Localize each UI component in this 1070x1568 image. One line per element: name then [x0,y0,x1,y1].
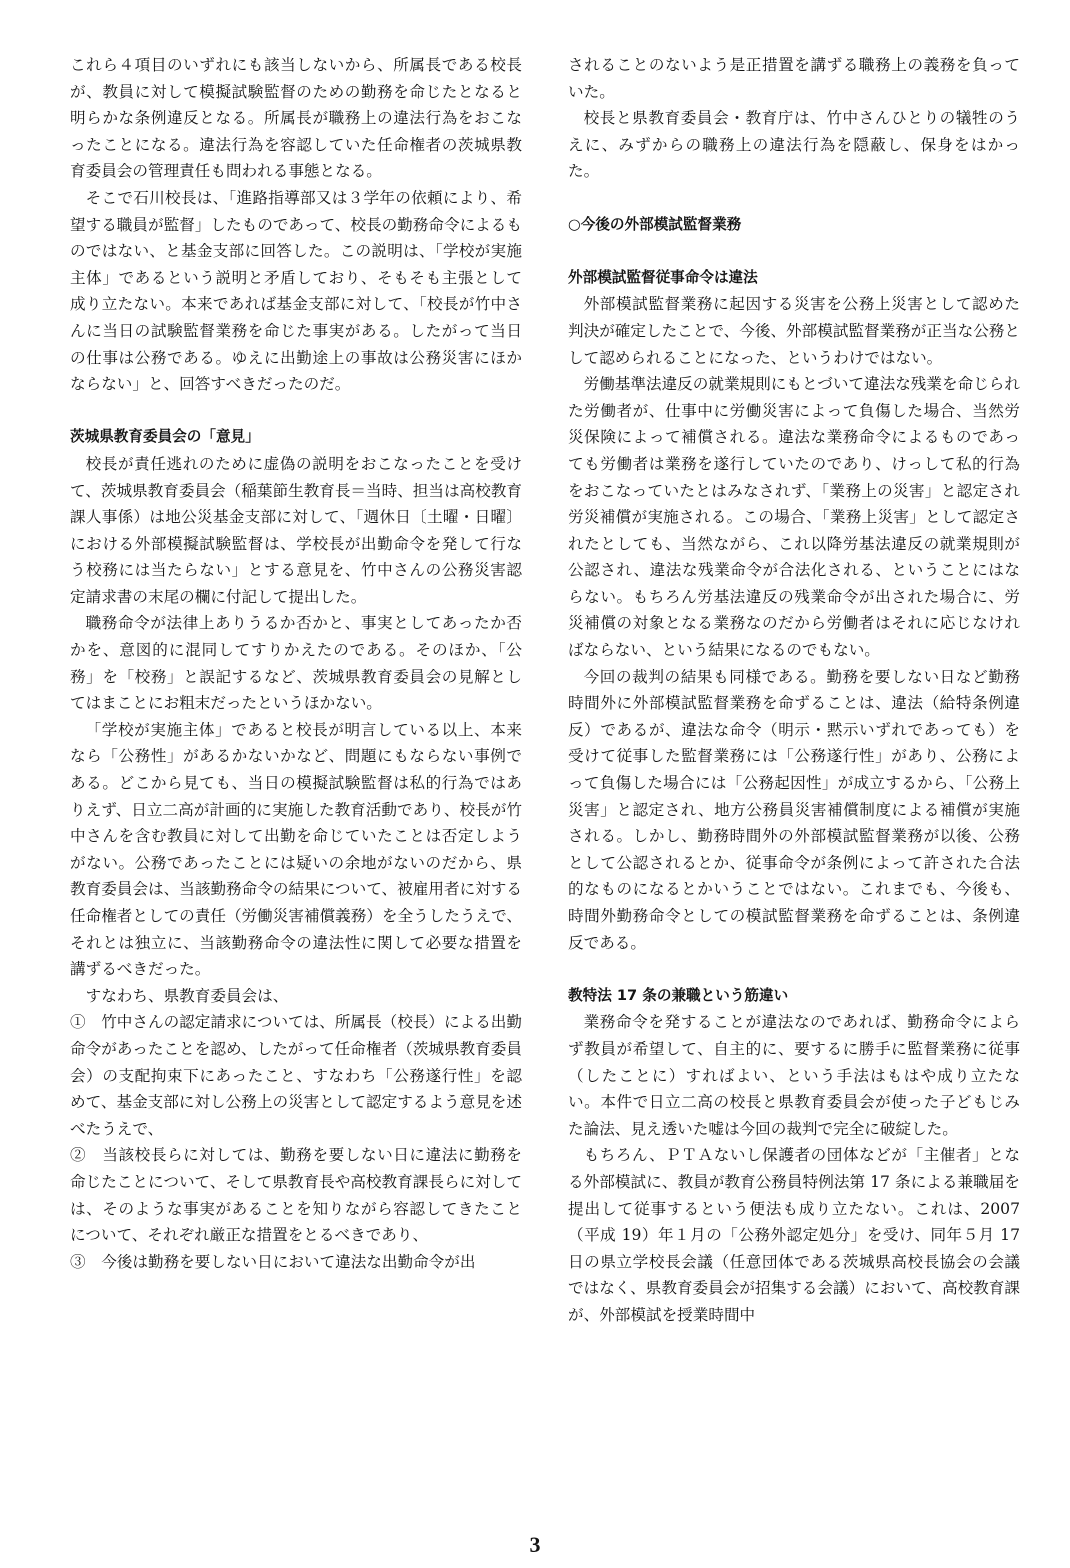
section-heading: 茨城県教育委員会の「意見」 [70,428,260,446]
right-column [568,52,1020,1329]
section-gap [568,956,1020,983]
page-number: 3 [529,1532,541,1557]
section-heading: 教特法 17 条の兼職という筋違い [568,986,789,1004]
paragraph: 労働基準法違反の就業規則にもとづいて違法な残業を命じられた労働者が、仕事中に労働災害によって負傷した場合、当然労災保険によって補償される。違法な業務命令によるものであっても労働者は業務を遂行していたのであり、けっして私的行為をおこなっていたとはみなされず、「業務上の災害」と認定され労災補償が実施される。この場合、「業務上災害」として認定されたとしても、当然ながら、これ以降労基法違反の就業規則が公認され、違法な残業命令が合法化される、ということにはならない。もちろん労基法違反の残業命令が出された場合に、労災補償の対象となる業務なのだから労働者はそれに応じなければならない、という結果になるのでもない。 [568,375,1020,660]
left-column [70,52,522,1275]
paragraph: 校長が責任逃れのために虚偽の説明をおこなったことを受けて、茨城県教育委員会（稲葉節生教育長＝当時、担当は高校教育課人事係）は地公災基金支部に対して、「週休日〔土曜・日曜〕における外部模擬試験監督は、学校長が出勤命令を発して行なう校務には当たらない」とする意見を、竹中さんの公務災害認定請求書の末尾の欄に付記して提出した。 [70,454,522,606]
paragraph: これら４項目のいずれにも該当しないから、所属長である校長が、教員に対して模擬試験監督のための勤務を命じたとなると明らかな条例違反となる。所属長が職務上の違法行為をおこなったことになる。違法行為を容認していた任命権者の茨城県教育委員会の管理責任も問われる事態となる。 [70,56,522,181]
section-heading: 外部模試監督従事命令は違法 [568,268,758,286]
section-heading: ○今後の外部模試監督業務 [568,215,742,233]
paragraph: 外部模試監督業務に起因する災害を公務上災害として認めた判決が確定したことで、今後、外部模試監督業務が正当な公務として認められることになった、というわけではない。 [568,295,1020,367]
paragraph: もちろん、ＰＴＡないし保護者の団体などが「主催者」となる外部模試に、教員が教育公務員特例法第 17 条による兼職届を提出して従事するという便法も成り立たない。これは、2007（平成 19）年１月の「公務外認定処分」を受け、同年５月 17 日の県立学校長会議（任意団体である茨城県高校長協会の会議ではなく、県教育委員会が招集する会議）において、高校教育課が、外部模試を授業時間中 [568,1146,1020,1324]
paragraph: ① 竹中さんの認定請求については、所属長（校長）による出勤命令があったことを認め、したがって任命権者（茨城県教育委員会）の支配拘束下にあったこと、すなわち「公務遂行性」を認めて、基金支部に対し公務上の災害として認定するよう意見を述べたうえで、 [70,1013,522,1138]
section-gap [70,398,522,425]
paragraph: 職務命令が法律上ありうるか否かと、事実としてあったか否かを、意図的に混同してすりかえたのである。そのほか、「公務」を「校務」と誤記するなど、茨城県教育委員会の見解としてはまことにお粗末だったというほかない。 [70,614,522,713]
paragraph: 校長と県教育委員会・教育庁は、竹中さんひとりの犠牲のうえに、みずからの職務上の違法行為を隠蔽し、保身をはかった。 [568,109,1020,181]
paragraph: そこで石川校長は、「進路指導部又は３学年の依頼により、希望する職員が監督」したものであって、校長の勤務命令によるものではない、と基金支部に回答した。この説明は、「学校が実施主体」であるという説明と矛盾しており、そもそも主張として成り立たない。本来であれば基金支部に対して、「校長が竹中さんに当日の試験監督業務を命じた事実がある。したがって当日の仕事は公務である。ゆえに出勤途上の事故は公務災害にほかならない」と、回答すべきだったのだ。 [70,188,522,394]
paragraph: ③ 今後は勤務を要しない日において違法な出勤命令が出 [70,1252,476,1271]
paragraph: すなわち、県教育委員会は、 [85,986,289,1005]
paragraph: 業務命令を発することが違法なのであれば、勤務命令によらず教員が希望して、自主的に、要するに勝手に監督業務に従事（したことに）すればよい、という手法はもはや成り立たない。本件で日立二高の校長と県教育委員会が使った子どもじみた論法、見え透いた嘘は今回の裁判で完全に破綻した。 [568,1013,1020,1138]
paragraph: 今回の裁判の結果も同様である。勤務を要しない日など勤務時間外に外部模試監督業務を命ずることは、違法（給特条例違反）であるが、違法な命令（明示・黙示いずれであっても）を受けて従事した監督業務には「公務遂行性」があり、公務によって負傷した場合には「公務起因性」が成立するから、「公務上災害」と認定され、地方公務員災害補償制度による補償が実施される。しかし、勤務時間外の外部模試監督業務が以後、公務として公認されるとか、従事命令が条例によって許された合法的なものになるとかいうことではない。これまでも、今後も、時間外勤務命令としての模試監督業務を命ずることは、条例違反である。 [568,667,1020,952]
paragraph: 「学校が実施主体」であると校長が明言している以上、本来なら「公務性」があるかないかなど、問題にもならない事例である。どこから見ても、当日の模擬試験監督は私的行為ではありえず、日立二高が計画的に実施した教育活動であり、校長が竹中さんを含む教員に対して出勤を命じていたことは否定しようがない。公務であったことには疑いの余地がないのだから、県教育委員会は、当該勤務命令の結果について、被雇用者に対する任命権者としての責任（労働災害補償義務）を全うしたうえで、それとは独立に、当該勤務命令の違法性に関して必要な措置を講ずるべきだった。 [70,720,522,979]
section-gap [568,238,1020,265]
section-gap [568,185,1020,212]
paragraph: ② 当該校長らに対しては、勤務を要しない日に違法に勤務を命じたことについて、そして県教育長や高校教育課長らに対しては、そのような事実があることを知りながら容認してきたことについて、それぞれ厳正な措置をとるべきであり、 [70,1146,522,1245]
paragraph: されることのないよう是正措置を講ずる職務上の義務を負っていた。 [568,56,1020,101]
